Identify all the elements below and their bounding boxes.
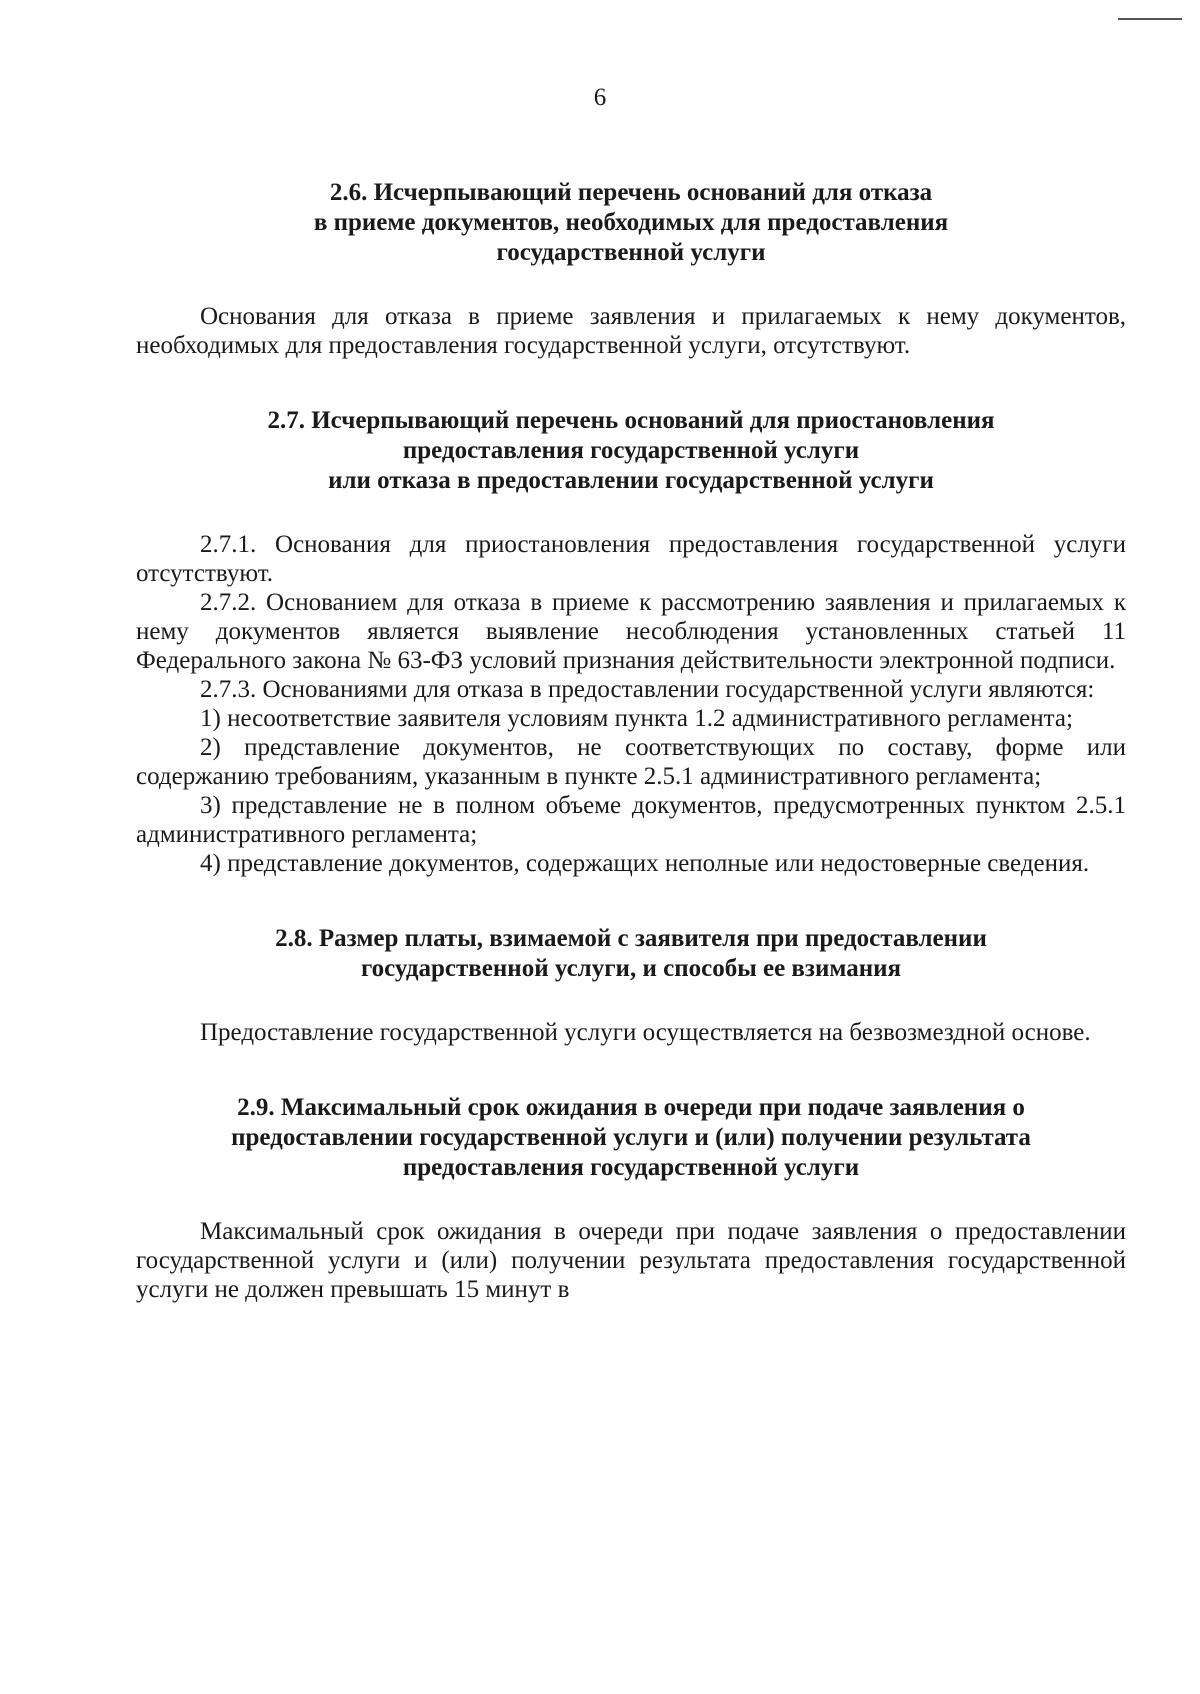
heading-line: государственной услуги, и способы ее взимания bbox=[360, 955, 902, 982]
list-item: 3) представление не в полном объеме документов, предусмотренных пунктом 2.5.1 административного регламента; bbox=[136, 792, 1126, 848]
heading-line: в приеме документов, необходимых для предоставления bbox=[313, 209, 949, 236]
scan-artifact-line bbox=[1118, 18, 1182, 20]
heading-line: 2.6. Исчерпывающий перечень оснований для отказа bbox=[329, 179, 933, 206]
heading-line: или отказа в предоставлении государственной услуги bbox=[328, 467, 934, 494]
paragraph: Максимальный срок ожидания в очереди при подаче заявления о предоставлении государственной услуги и (или) получении результата предоставления государственной услуги не должен превышать 15 минут в bbox=[136, 1218, 1126, 1303]
section-heading-2-7 bbox=[136, 406, 1126, 496]
list-item: 2) представление документов, не соответствующих по составу, форме или содержанию требованиям, указанным в пункте 2.5.1 административного регламента; bbox=[136, 734, 1126, 790]
heading-line: предоставления государственной услуги bbox=[402, 1154, 860, 1181]
paragraph: 2.7.3. Основаниями для отказа в предоставлении государственной услуги являются: bbox=[200, 676, 1095, 703]
heading-line: 2.9. Максимальный срок ожидания в очереди при подаче заявления о bbox=[237, 1094, 1025, 1121]
heading-line: государственной услуги bbox=[496, 239, 766, 266]
heading-line: 2.8. Размер платы, взимаемой с заявителя при предоставлении bbox=[275, 925, 987, 952]
heading-line: 2.7. Исчерпывающий перечень оснований для приостановления bbox=[267, 407, 995, 434]
section-heading-2-9 bbox=[136, 1093, 1126, 1183]
paragraph: Предоставление государственной услуги осуществляется на безвозмездной основе. bbox=[200, 1019, 1091, 1046]
section-heading-2-8 bbox=[136, 924, 1126, 984]
paragraph: Основания для отказа в приеме заявления и прилагаемых к нему документов, необходимых для предоставления государственной услуги, отсутствуют. bbox=[136, 303, 1126, 359]
document-body bbox=[136, 178, 1126, 1304]
list-item: 4) представление документов, содержащих неполные или недостоверные сведения. bbox=[200, 850, 1090, 877]
paragraph: 2.7.1. Основания для приостановления предоставления государственной услуги отсутствуют. bbox=[136, 531, 1126, 587]
list-item: 1) несоответствие заявителя условиям пункта 1.2 административного регламента; bbox=[200, 705, 1073, 732]
paragraph: 2.7.2. Основанием для отказа в приеме к рассмотрению заявления и прилагаемых к нему документов является выявление несоблюдения установленных статьей 11 Федерального закона № 63-ФЗ условий признания действительности электронной подписи. bbox=[136, 589, 1126, 674]
section-heading-2-6 bbox=[136, 178, 1126, 268]
heading-line: предоставлении государственной услуги и (или) получении результата bbox=[231, 1124, 1031, 1151]
heading-line: предоставления государственной услуги bbox=[402, 437, 860, 464]
page-number: 6 bbox=[593, 84, 607, 111]
